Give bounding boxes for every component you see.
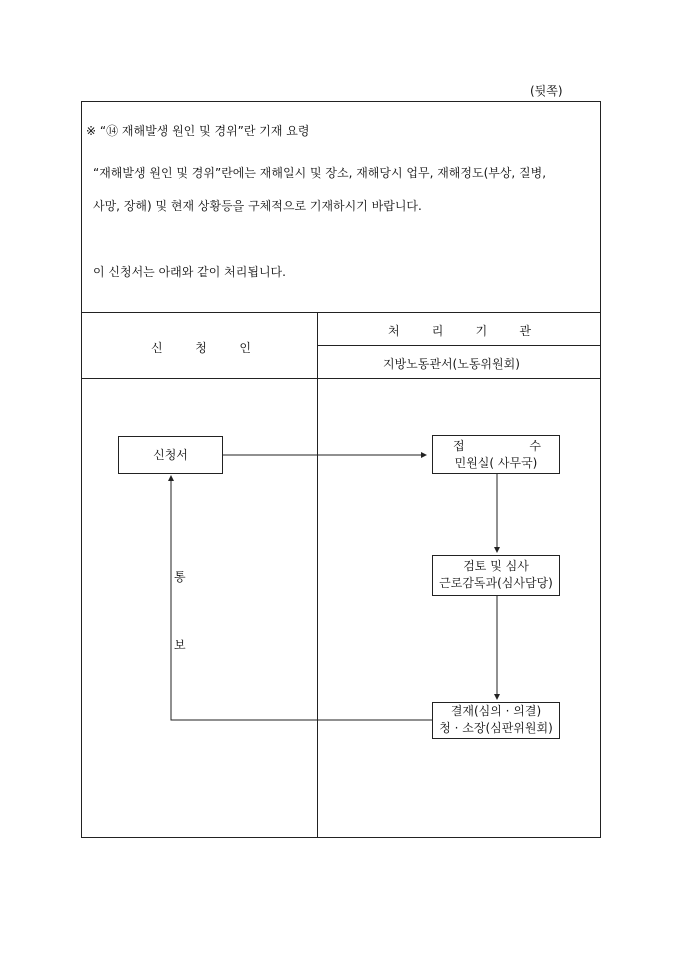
review-office: 근로감독과(심사담당) — [439, 576, 553, 590]
agency-header-char: 기 — [475, 324, 488, 338]
applicant-header-char: 청 — [195, 341, 207, 355]
column-divider — [317, 312, 318, 837]
applicant-header — [151, 339, 251, 356]
receipt-title-char: 수 — [529, 439, 541, 453]
agency-name: 지방노동관서(노동위원회) — [383, 357, 520, 371]
application-label: 신청서 — [153, 448, 188, 462]
agency-header — [388, 322, 531, 339]
application-box — [118, 436, 223, 474]
receipt-office: 민원실( 사무국) — [454, 456, 538, 470]
agency-header-char: 리 — [431, 324, 444, 338]
agency-header-divider — [317, 345, 600, 346]
notice-line-1: “재해발생 원인 및 경위”란에는 재해일시 및 장소, 재해당시 업무, 재해정도(부상, 질병, — [93, 166, 547, 180]
decision-title: 결재(심의 · 의결) — [450, 704, 542, 718]
review-title: 검토 및 심사 — [463, 559, 529, 573]
decision-box — [432, 702, 560, 739]
receipt-title-char: 접 — [453, 439, 465, 453]
receipt-box — [432, 435, 560, 474]
agency-header-char: 처 — [388, 324, 400, 338]
notify-label-1: 통 — [174, 570, 186, 584]
page-side-label: (뒷쪽) — [530, 84, 563, 98]
applicant-header-char: 신 — [151, 341, 163, 355]
notice-line-3: 이 신청서는 아래와 같이 처리됩니다. — [93, 265, 286, 279]
decision-office: 청 · 소장(심판위원회) — [439, 721, 553, 735]
review-box — [432, 555, 560, 596]
applicant-header-char: 인 — [239, 341, 251, 355]
notice-line-2: 사망, 장해) 및 현재 상황등을 구체적으로 기재하시기 바랍니다. — [93, 199, 422, 213]
section-divider — [82, 312, 600, 313]
agency-header-char: 관 — [519, 324, 531, 338]
notice-heading: ※ “⑭ 재해발생 원인 및 경위”란 기재 요령 — [86, 124, 310, 138]
header-bottom-divider — [82, 378, 600, 379]
notify-label-2: 보 — [174, 638, 186, 652]
